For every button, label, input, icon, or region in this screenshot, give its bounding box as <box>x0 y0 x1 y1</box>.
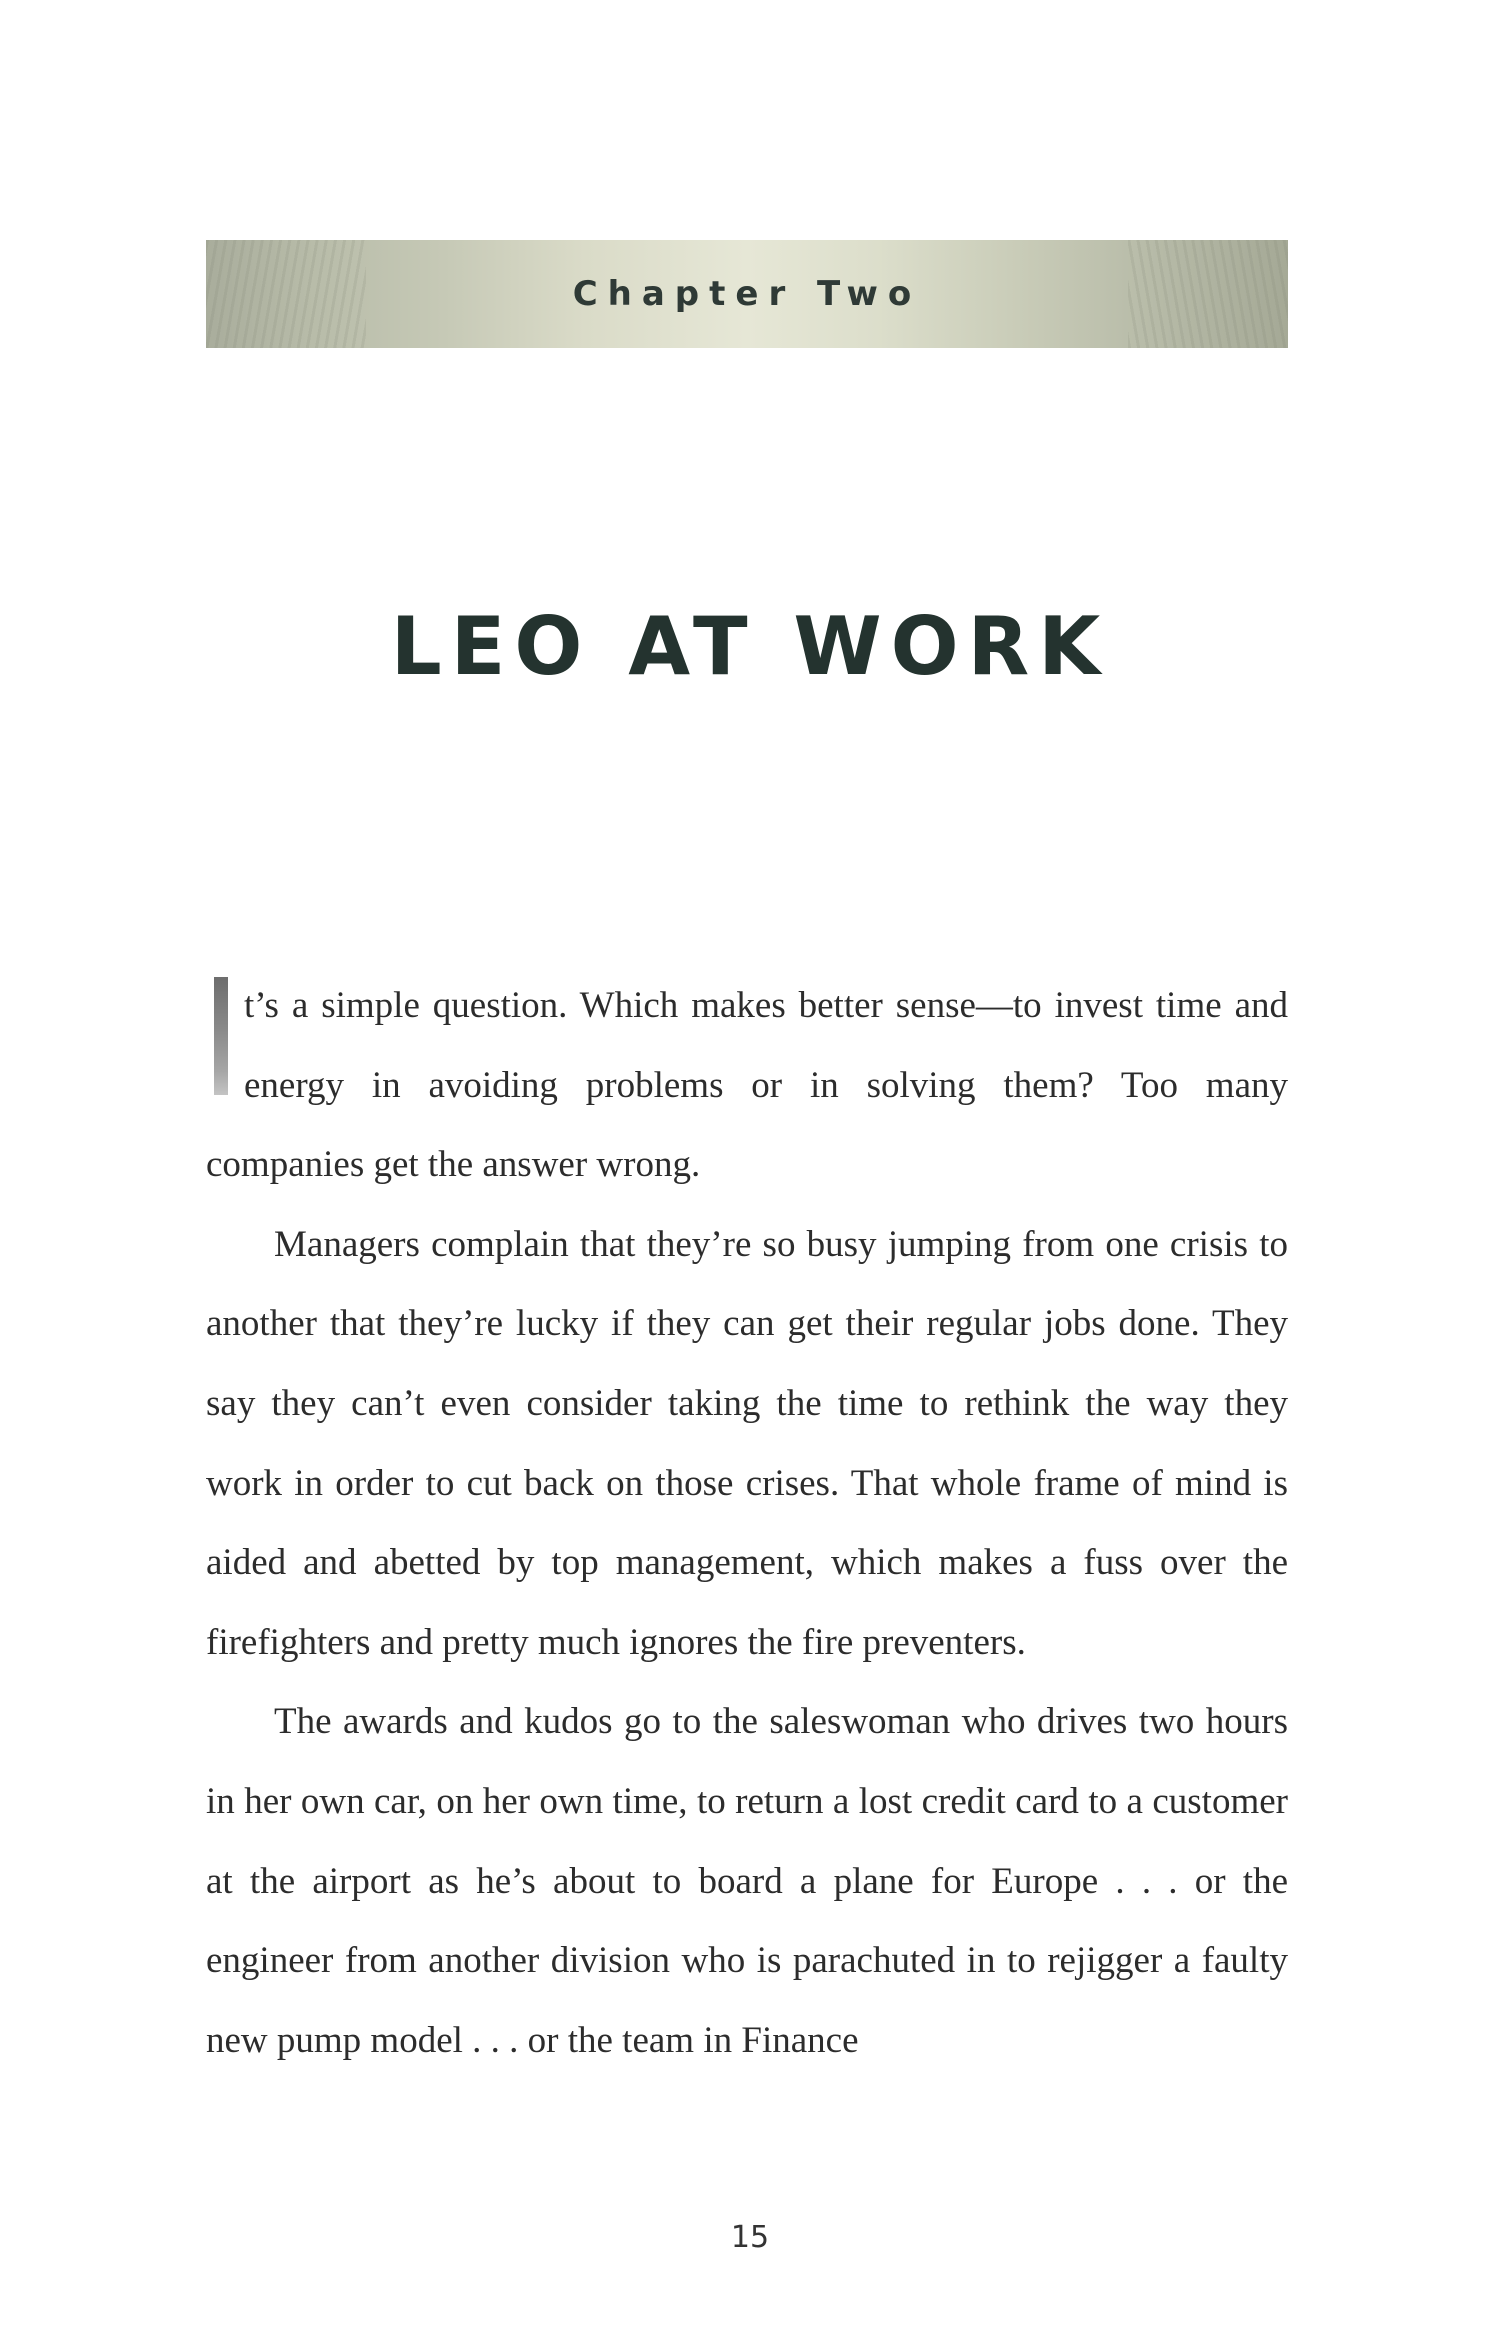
paragraph-1 <box>206 966 1288 1205</box>
paragraph-3: The awards and kudos go to the saleswoman who drives two hours in her own car, on her own time, to return a lost credit card to a customer at the airport as he’s about to board a plane for Europe . . . or the engineer from another division who is parachuted in to rejigger a faulty new pump model . . . or the team in Finance <box>206 1701 1288 2061</box>
chapter-header-band <box>206 240 1288 348</box>
page-number: 15 <box>730 2220 770 2255</box>
chapter-label: Chapter Two <box>572 274 922 314</box>
paragraph-1-text: t’s a simple question. Which makes better sense—to invest time and energy in avoiding problems or in solving them? Too many companies get the answer wrong. <box>206 985 1288 1186</box>
body-text <box>206 966 1288 2080</box>
paragraph-2: Managers complain that they’re so busy jumping from one crisis to another that they’re lucky if they can get their regular jobs done. They say they can’t even consider taking the time to rethink the way they work in order to cut back on those crises. That whole frame of mind is aided and abetted by top management, which makes a fuss over the firefighters and pretty much ignores the fire preventers. <box>206 1223 1288 1663</box>
drop-cap-letter-i <box>214 977 228 1095</box>
chapter-title: LEO AT WORK <box>390 600 1110 693</box>
